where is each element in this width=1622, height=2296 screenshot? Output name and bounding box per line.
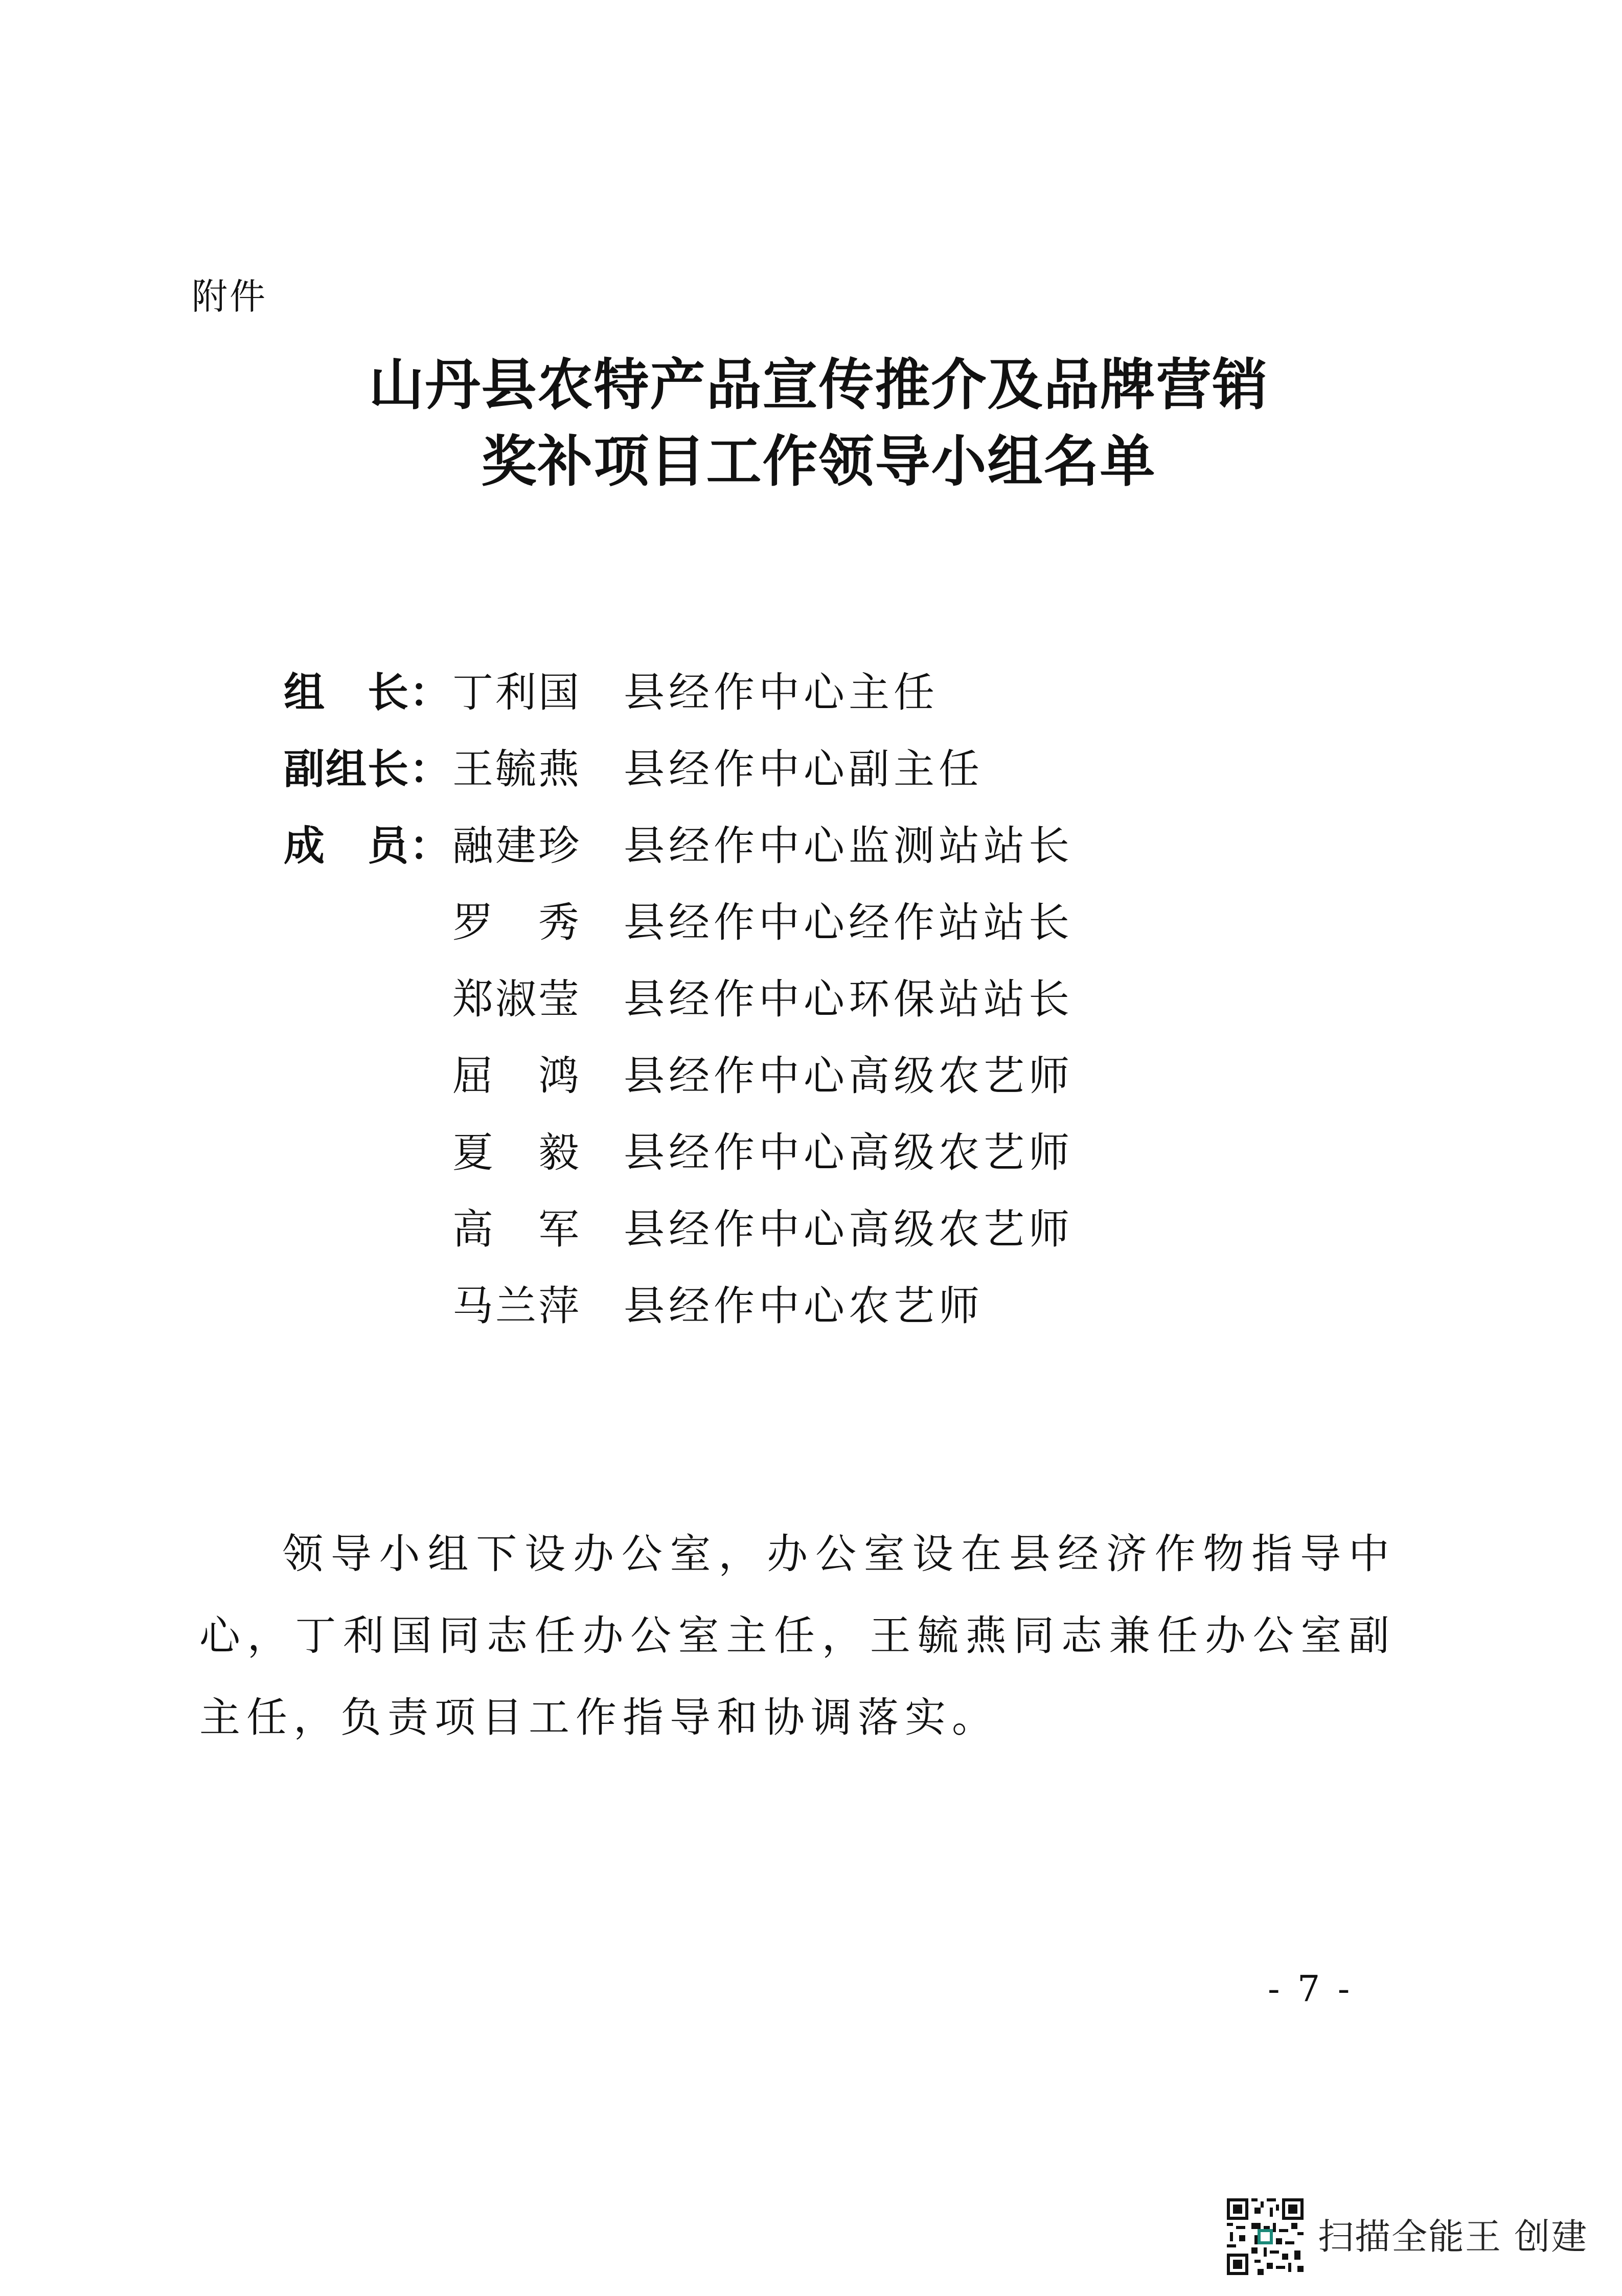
member-title: 县经作中心经作站站长: [624, 899, 1073, 946]
member-name: 郑淑莹: [452, 975, 581, 1023]
member-title: 县经作中心高级农艺师: [624, 1052, 1073, 1100]
roster-row: [284, 745, 1408, 826]
member-title: 县经作中心副主任: [624, 745, 984, 793]
page-number: - 7 -: [1268, 1968, 1353, 2010]
roster-role: 副组长：: [284, 745, 451, 793]
member-title: 县经作中心农艺师: [624, 1282, 984, 1330]
member-name: 夏 毅: [452, 1129, 581, 1176]
qr-code-icon: [1227, 2198, 1304, 2275]
roster-row: [284, 899, 1408, 979]
roster-role: 成 员：: [284, 822, 451, 870]
document-title-line-1: 山丹县农特产品宣传推介及品牌营销: [369, 353, 1269, 417]
member-title: 县经作中心监测站站长: [624, 822, 1073, 870]
scanner-watermark: [1227, 2198, 1588, 2275]
member-name: 马兰萍: [452, 1282, 581, 1330]
roster-row: [284, 975, 1408, 1056]
office-note-paragraph: 领导小组下设办公室，办公室设在县经济作物指导中心，丁利国同志任办公室主任，王毓燕同志兼任办公室副主任，负责项目工作指导和协调落实。: [199, 1530, 1396, 1741]
member-title: 县经作中心环保站站长: [624, 975, 1073, 1023]
roster-row: [284, 669, 1408, 749]
member-name: 高 军: [452, 1206, 581, 1253]
member-roster: [284, 669, 1408, 1362]
roster-row: [284, 822, 1408, 902]
member-name: 丁利国: [452, 669, 581, 716]
member-name: 融建珍: [452, 822, 581, 870]
member-name: 王毓燕: [452, 745, 581, 793]
document-title-line-2: 奖补项目工作领导小组名单: [481, 430, 1156, 494]
member-title: 县经作中心高级农艺师: [624, 1206, 1073, 1253]
roster-row: [284, 1206, 1408, 1286]
roster-row: [284, 1282, 1408, 1362]
roster-role: 组 长：: [284, 669, 451, 716]
member-name: 屈 鸿: [452, 1052, 581, 1100]
roster-row: [284, 1052, 1408, 1132]
roster-row: [284, 1129, 1408, 1209]
member-title: 县经作中心主任: [624, 669, 939, 716]
member-name: 罗 秀: [452, 899, 581, 946]
watermark-text: 扫描全能王 创建: [1318, 2216, 1588, 2258]
member-title: 县经作中心高级农艺师: [624, 1129, 1073, 1176]
attachment-label: 附件: [192, 276, 267, 317]
